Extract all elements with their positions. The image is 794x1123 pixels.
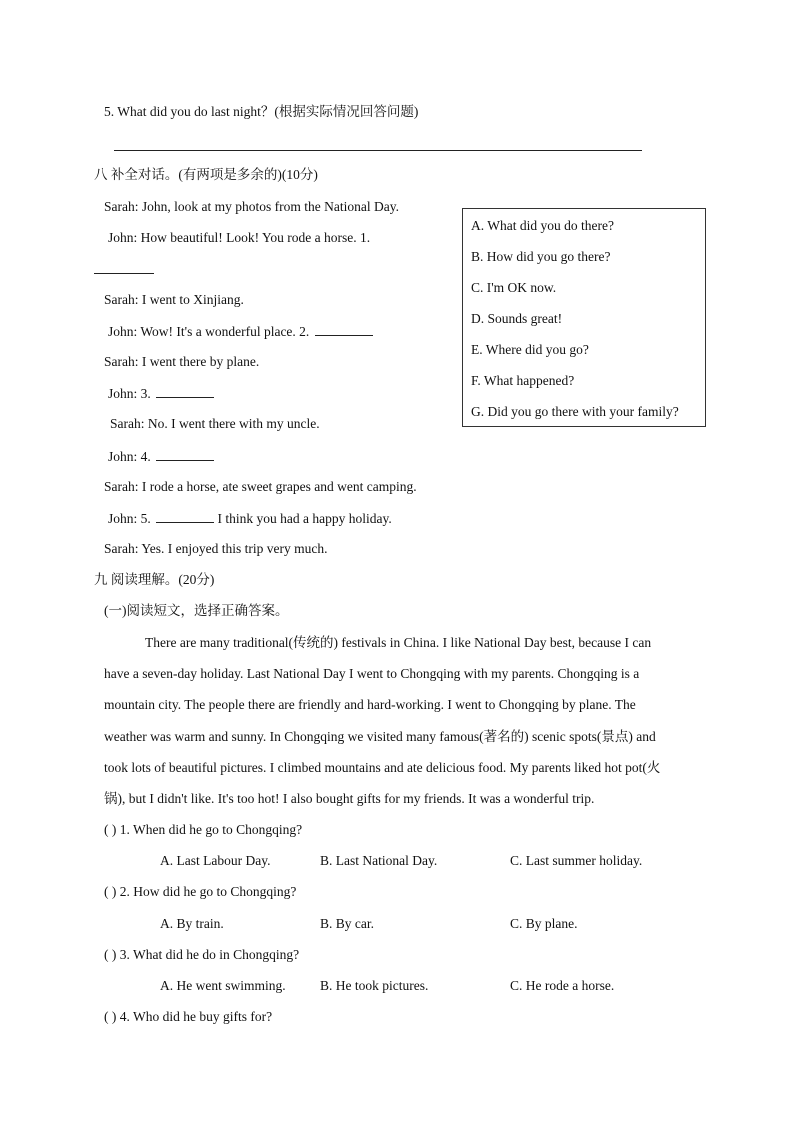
dialogue-line: Sarah: I rode a horse, ate sweet grapes and went camping. [104, 479, 417, 494]
option-c: C. I'm OK now. [471, 280, 557, 295]
question-row [104, 883, 296, 901]
choice-c[interactable]: C. By plane. [510, 916, 578, 931]
choice-a[interactable]: A. By train. [160, 916, 224, 931]
answer-parens[interactable]: ( ) [104, 822, 117, 837]
option-d: D. Sounds great! [471, 311, 563, 326]
blank-5[interactable] [156, 509, 214, 523]
dialogue-line: John: How beautiful! Look! You rode a horse. 1. [108, 230, 371, 245]
passage-line: There are many traditional(传统的) festivals in China. I like National Day best, because I can [145, 635, 652, 650]
choice-b[interactable]: B. Last National Day. [320, 853, 438, 868]
reading-sub-heading: (一)阅读短文，选择正确答案。 [104, 603, 289, 618]
section-8-heading: 八 补全对话。(有两项是多余的)(10分) [94, 167, 318, 182]
passage-line: have a seven-day holiday. Last National Day I went to Chongqing with my parents. Chongqing is a [104, 666, 640, 681]
dialogue-line: John: 3. [108, 384, 214, 403]
option-e: E. Where did you go? [471, 342, 589, 357]
choice-c[interactable]: C. He rode a horse. [510, 978, 615, 993]
passage-line: took lots of beautiful pictures. I climbed mountains and ate delicious food. My parents liked hot pot(火 [104, 760, 661, 775]
question-row [104, 821, 302, 839]
choice-a[interactable]: A. He went swimming. [160, 978, 286, 993]
question-stem: 2. How did he go to Chongqing? [119, 884, 297, 899]
question-row [104, 1008, 272, 1026]
options-box [462, 208, 706, 427]
blank-2[interactable] [315, 322, 373, 336]
question-stem: 4. Who did he buy gifts for? [119, 1009, 273, 1024]
blank-1[interactable] [94, 273, 154, 274]
answer-parens[interactable]: ( ) [104, 947, 117, 962]
question-stem: 1. When did he go to Chongqing? [119, 822, 303, 837]
option-a: A. What did you do there? [471, 218, 614, 233]
passage-line: weather was warm and sunny. In Chongqing we visited many famous(著名的) scenic spots(景点) and [104, 729, 656, 744]
section-9-heading: 九 阅读理解。(20分) [94, 572, 215, 587]
dialogue-line: Sarah: I went there by plane. [104, 354, 260, 369]
choice-b[interactable]: B. He took pictures. [320, 978, 429, 993]
choice-c[interactable]: C. Last summer holiday. [510, 853, 643, 868]
answer-parens[interactable]: ( ) [104, 1009, 117, 1024]
option-b: B. How did you go there? [471, 249, 611, 264]
dialogue-line: Sarah: John, look at my photos from the National Day. [104, 199, 399, 214]
question-5-text: 5. What did you do last night？(根据实际情况回答问题) [104, 104, 419, 119]
blank-4[interactable] [156, 447, 214, 461]
passage-line: mountain city. The people there are friendly and hard-working. I went to Chongqing by plane. The [104, 697, 636, 712]
passage-line: 锅), but I didn't like. It's too hot! I also bought gifts for my friends. It was a wonderful trip. [104, 791, 595, 806]
choice-b[interactable]: B. By car. [320, 916, 374, 931]
question-row [104, 946, 299, 964]
choice-a[interactable]: A. Last Labour Day. [160, 853, 271, 868]
dialogue-line: John: 4. [108, 447, 214, 466]
dialogue-line: John: 5. I think you had a happy holiday. [108, 511, 392, 526]
option-g: G. Did you go there with your family? [471, 404, 679, 419]
dialogue-line: Sarah: Yes. I enjoyed this trip very much. [104, 541, 328, 556]
dialogue-line: Sarah: No. I went there with my uncle. [110, 416, 320, 431]
blank-3[interactable] [156, 384, 214, 398]
answer-parens[interactable]: ( ) [104, 884, 117, 899]
option-f: F. What happened? [471, 373, 575, 388]
question-stem: 3. What did he do in Chongqing? [119, 947, 300, 962]
dialogue-line: John: Wow! It's a wonderful place. 2. [108, 322, 373, 341]
answer-line-q5[interactable] [114, 150, 642, 151]
dialogue-line: Sarah: I went to Xinjiang. [104, 292, 244, 307]
